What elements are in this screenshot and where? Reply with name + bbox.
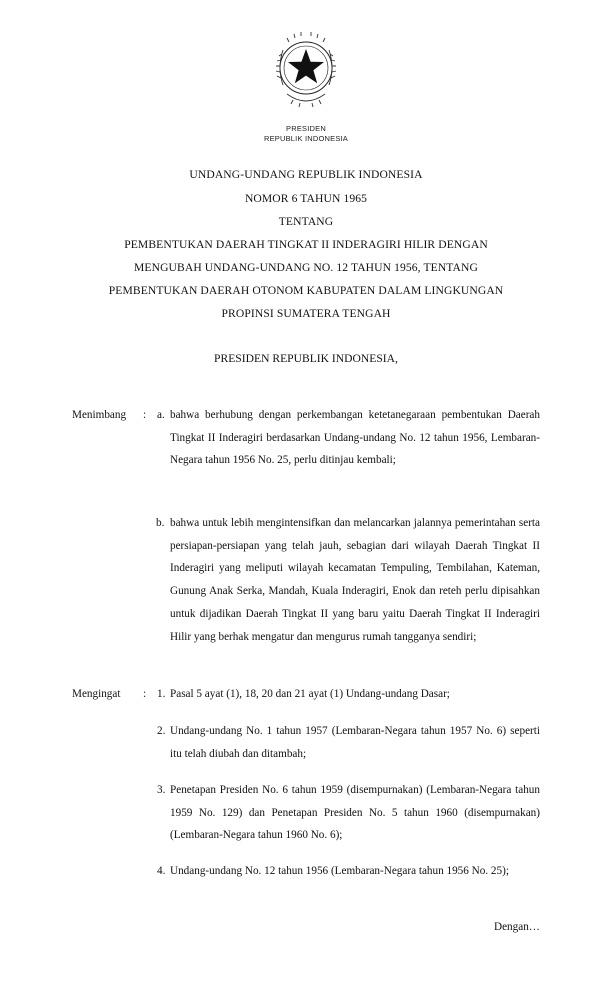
- mengingat-item-1: Pasal 5 ayat (1), 18, 20 dan 21 ayat (1) Undang-undang Dasar;: [170, 688, 450, 700]
- menimbang-marker-b: b.: [156, 517, 165, 529]
- presiden-label: PRESIDEN: [286, 124, 326, 133]
- mengingat-marker-2: 2.: [157, 725, 166, 737]
- mengingat-item-3: Penetapan Presiden No. 6 tahun 1959 (disempurnakan) (Lembaran-Negara tahun 1959 No. 129) dan Penetapan Presiden No. 5 tahun 1960 (disempurnakan) (Lembaran-Negara tahun 1960 No. 6);: [170, 784, 540, 842]
- title-line-1: UNDANG-UNDANG REPUBLIK INDONESIA: [189, 168, 423, 181]
- garuda-star-emblem-icon: [269, 30, 343, 110]
- mengingat-item-4: Undang-undang No. 12 tahun 1956 (Lembaran-Negara tahun 1956 No. 25);: [170, 865, 509, 877]
- title-line-3: TENTANG: [278, 215, 334, 228]
- next-page-catchword: Dengan…: [494, 921, 540, 933]
- title-line-6: PEMBENTUKAN DAERAH OTONOM KABUPATEN DALAM LINGKUNGAN: [108, 284, 504, 297]
- menimbang-marker-a: a.: [157, 409, 165, 421]
- mengingat-marker-4: 4.: [157, 865, 166, 877]
- mengingat-colon: :: [143, 688, 147, 700]
- mengingat-marker-1: 1.: [157, 688, 166, 700]
- title-line-4: PEMBENTUKAN DAERAH TINGKAT II INDERAGIRI HILIR DENGAN: [124, 238, 488, 251]
- menimbang-item-a: bahwa berhubung dengan perkembangan ketetanegaraan pembentukan Daerah Tingkat II Inderagiri berdasarkan Undang-undang No. 12 tahun 1956, Lembaran-Negara tahun 1956 No. 25, perlu ditinjau kembali;: [170, 409, 540, 467]
- republik-label: REPUBLIK INDONESIA: [263, 134, 349, 143]
- menimbang-item-b: bahwa untuk lebih mengintensifkan dan melancarkan jalannya pemerintahan serta persiapan-persiapan yang telah jauh, sebagian dari wilayah Daerah Tingkat II Inderagiri yang meliputi wilayah kecamatan Tempuling, Tembilahan, Kateman, Gunung Anak Serka, Mandah, Kuala Inderagiri, Enok dan reteh perlu dipisahkan untuk dijadikan Daerah Tingkat II yang baru yaitu Daerah Tingkat II Inderagiri Hilir yang berhak mengatur dan mengurus rumah tangganya sendiri;: [170, 517, 540, 643]
- title-line-2: NOMOR 6 TAHUN 1965: [244, 192, 368, 205]
- mengingat-item-2: Undang-undang No. 1 tahun 1957 (Lembaran-Negara tahun 1957 No. 6) seperti itu telah diubah dan ditambah;: [170, 725, 540, 760]
- mengingat-marker-3: 3.: [157, 784, 166, 796]
- title-line-5: MENGUBAH UNDANG-UNDANG NO. 12 TAHUN 1956, TENTANG: [134, 261, 478, 274]
- menimbang-colon: :: [143, 409, 147, 421]
- title-line-7: PROPINSI SUMATERA TENGAH: [221, 307, 391, 320]
- menimbang-label: Menimbang: [72, 409, 127, 421]
- presiden-heading: PRESIDEN REPUBLIK INDONESIA,: [214, 352, 398, 365]
- mengingat-label: Mengingat: [72, 688, 121, 700]
